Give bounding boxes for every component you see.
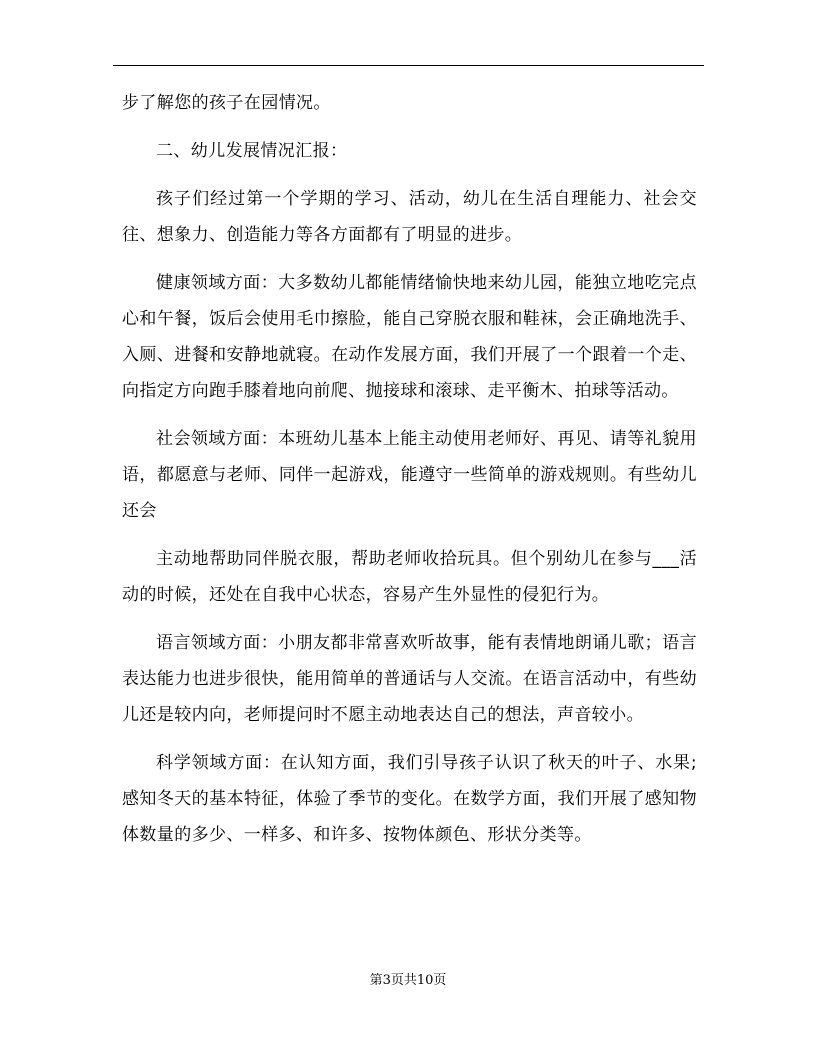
- header-rule: [113, 65, 704, 66]
- paragraph-intro: 孩子们经过第一个学期的学习、活动，幼儿在生活自理能力、社会交往、想象力、创造能力等各方面都有了明显的进步。: [122, 189, 697, 245]
- section-heading: 二、幼儿发展情况汇报：: [156, 141, 348, 161]
- paragraph-science: 科学领域方面：在认知方面，我们引导孩子认识了秋天的叶子、水果;感知冬天的基本特征，体验了季节的变化。在数学方面，我们开展了感知物体数量的多少、一样多、和许多、按物体颜色、形状分类等。: [122, 753, 697, 845]
- paragraph-social: 社会领域方面：本班幼儿基本上能主动使用老师好、再见、请等礼貌用语，都愿意与老师、同伴一起游戏，能遵守一些简单的游戏规则。有些幼儿还会: [122, 429, 697, 521]
- paragraph-social-continued: 主动地帮助同伴脱衣服，帮助老师收拾玩具。但个别幼儿在参与___活动的时候，还处在自我中心状态，容易产生外显性的侵犯行为。: [122, 549, 697, 605]
- document-body: [122, 85, 697, 865]
- paragraph-language: 语言领域方面：小朋友都非常喜欢听故事，能有表情地朗诵儿歌；语言表达能力也进步很快，能用简单的普通话与人交流。在语言活动中，有些幼儿还是较内向，老师提问时不愿主动地表达自己的想法，声音较小。: [122, 633, 697, 725]
- page-number: 第3页共10页: [369, 973, 447, 988]
- paragraph-continuation: 步了解您的孩子在园情况。: [122, 93, 331, 113]
- paragraph-health: 健康领域方面：大多数幼儿都能情绪愉快地来幼儿园，能独立地吃完点心和午餐，饭后会使用毛巾擦脸，能自己穿脱衣服和鞋袜，会正确地洗手、入厕、进餐和安静地就寝。在动作发展方面，我们开展了一个跟着一个走、向指定方向跑手膝着地向前爬、抛接球和滚球、走平衡木、拍球等活动。: [122, 273, 697, 401]
